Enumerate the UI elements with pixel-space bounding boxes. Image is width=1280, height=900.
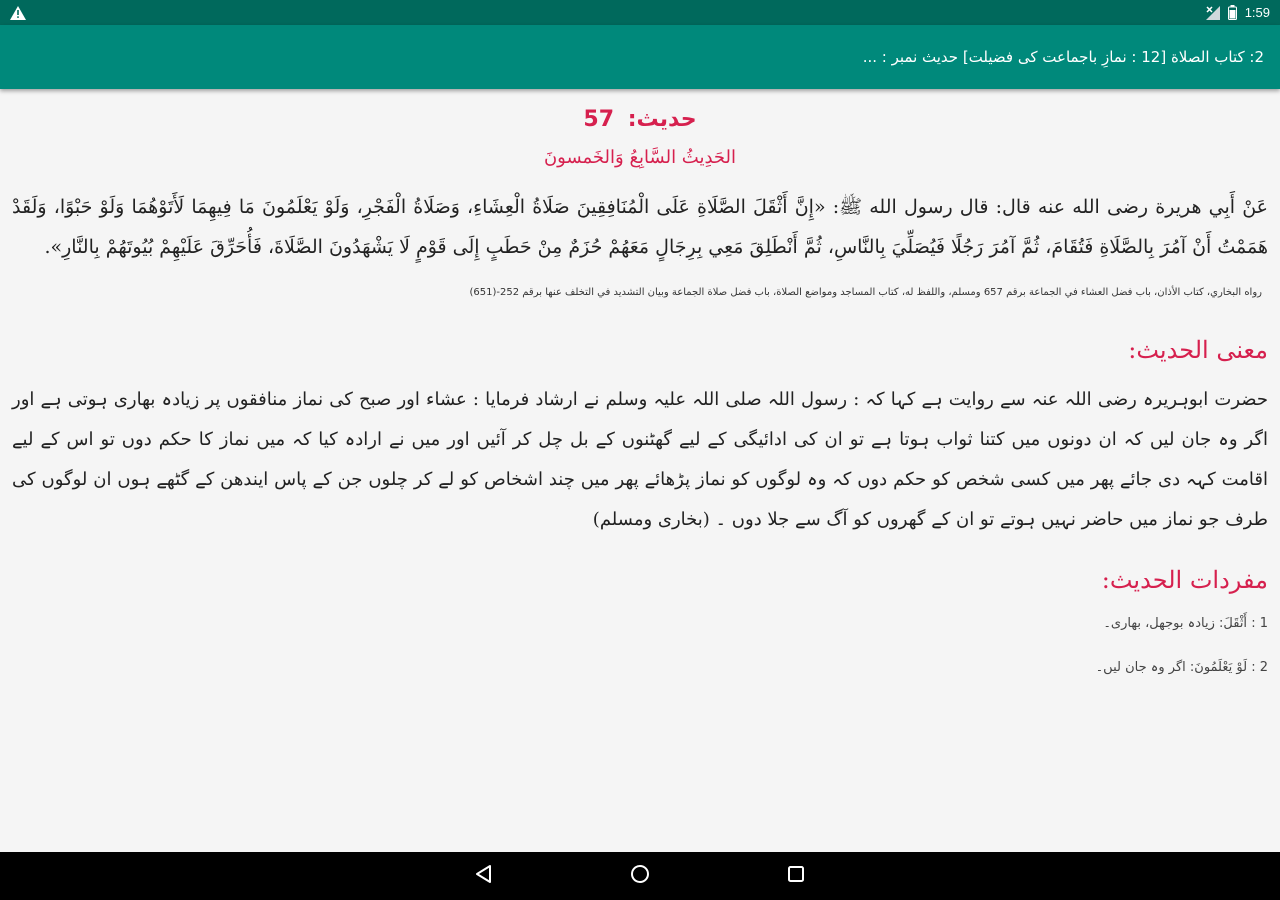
recents-icon [787, 865, 805, 887]
hadith-reference: رواه البخاري، كتاب الأذان، باب فضل العشاء في الجماعة برقم 657 ومسلم، واللفظ له، كتاب المساجد ومواضع الصلاة، باب فضل صلاة الجماعة وبيان التشديد في التخلف عنها برقم 252-(651) [469, 287, 1262, 298]
meaning-heading: معنى الحديث: [1128, 336, 1268, 364]
status-time: 1:59 [1244, 5, 1270, 20]
app-bar-title: 2: كتاب الصلاة [12 : نمازِ باجماعت کی فضیلت] حدیث نمبر : ... [862, 48, 1264, 66]
meaning-text: حضرت ابوہریرہ رضی اللہ عنہ سے روایت ہے کہا کہ : رسول اللہ صلی اللہ علیہ وسلم نے ارشاد فرمایا : عشاء اور صبح کی نماز منافقوں پر زیادہ بھاری ہوتی ہے اور اگر وہ جان لیں کہ ان دونوں میں کتنا ثواب ہوتا ہے تو ان کی ادائیگی کے لیے گھٹنوں کے بل چل کر آئیں اور میں نے ارادہ کیا کہ میں نماز کا حکم دوں تو اس کے لیے اقامت کہہ دی جائے پھر میں کسی شخص کو حکم دوں کہ وہ لوگوں کو نماز پڑھائے پھر میں چند اشخاص کو لے کر چلوں جن کے پاس ایندھن کے گٹھے ہوں ان لوگوں کی طرف جو نماز میں حاضر نہیں ہوتے تو ان کے گھروں کو آگ سے جلا دوں ۔ (بخاری ومسلم) [12, 389, 1268, 530]
hadith-content[interactable] [0, 89, 1280, 852]
signal-icon [1206, 6, 1220, 20]
battery-icon [1228, 5, 1237, 20]
vocabulary-item: 2 : لَوْ يَعْلَمُونَ: اگر وہ جان لیں۔ [1095, 660, 1268, 675]
navigation-bar [0, 852, 1280, 900]
status-bar [0, 0, 1280, 25]
vocabulary-heading: مفردات الحديث: [1101, 566, 1268, 594]
hadith-subtitle: الحَدِيثُ السَّابِعُ وَالخَمسونَ [543, 147, 737, 168]
back-button[interactable] [470, 862, 498, 890]
home-icon [630, 864, 650, 888]
vocabulary-item-text: لَوْ يَعْلَمُونَ: اگر وہ جان لیں۔ [1095, 660, 1248, 675]
vocabulary-item-text: أَثْقَلَ: زیادہ بوجھل، بھاری۔ [1103, 616, 1248, 631]
home-button[interactable] [626, 862, 654, 890]
back-icon [474, 864, 494, 888]
hadith-number-heading [12, 105, 1268, 135]
hadith-number-label: حديث: [627, 107, 697, 132]
vocabulary-item: 1 : أَثْقَلَ: زیادہ بوجھل، بھاری۔ [1103, 616, 1268, 631]
recents-button[interactable] [782, 862, 810, 890]
app-bar [0, 25, 1280, 89]
warning-icon [10, 6, 26, 20]
hadith-number-value: 57 [583, 107, 615, 132]
vocabulary-item-number: 1 [1259, 616, 1268, 631]
vocabulary-list [12, 616, 1268, 682]
vocabulary-item-number: 2 [1259, 660, 1268, 675]
hadith-arabic-text: عَنْ أَبِي هريرة رضى الله عنه قال: قال رسول الله ﷺ: «إِنَّ أَثْقَلَ الصَّلَاةِ عَلَى الْمُنَافِقِينَ صَلَاةُ الْعِشَاءِ، وَصَلَاةُ الْفَجْرِ، وَلَوْ يَعْلَمُونَ مَا فِيهِمَا لَأَتَوْهُمَا وَلَوْ حَبْوًا، وَلَقَدْ هَمَمْتُ أَنْ آمُرَ بِالصَّلَاةِ فَتُقَامَ، ثُمَّ آمُرَ رَجُلًا فَيُصَلِّيَ بِالنَّاسِ، ثُمَّ أَنْطَلِقَ مَعِي بِرِجَالٍ مَعَهُمْ حُزَمٌ مِنْ حَطَبٍ إِلَى قَوْمٍ لَا يَشْهَدُونَ الصَّلَاةَ، فَأُحَرِّقَ عَلَيْهِمْ بُيُوتَهُمْ بِالنَّارِ». [12, 196, 1268, 258]
